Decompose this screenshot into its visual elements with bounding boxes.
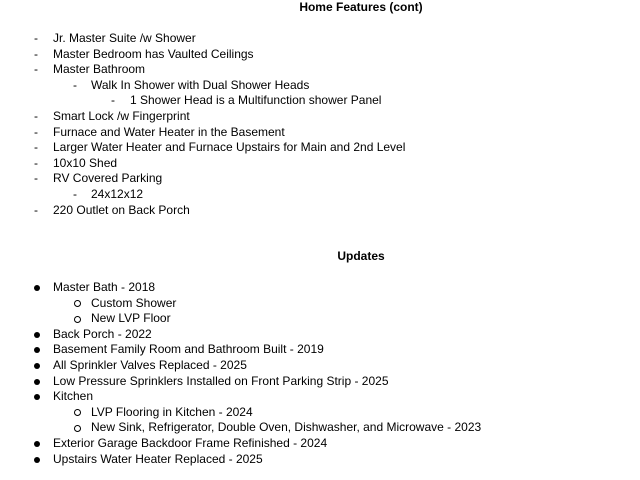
list-item — [0, 125, 640, 141]
list-item-text: New Sink, Refrigerator, Double Oven, Dishwasher, and Microwave - 2023 — [91, 420, 482, 435]
list-item — [0, 171, 640, 187]
list-item — [0, 311, 640, 327]
dash-bullet-icon: - — [34, 124, 38, 139]
disc-bullet-icon — [34, 332, 40, 338]
list-item-text: Back Porch - 2022 — [53, 326, 152, 341]
list-item — [0, 436, 640, 452]
list-item-text: Jr. Master Suite /w Shower — [53, 31, 196, 45]
updates-list — [0, 280, 640, 467]
dash-bullet-icon: - — [34, 155, 38, 170]
dash-bullet-icon: - — [34, 140, 38, 155]
home-features-list — [0, 31, 640, 218]
list-item — [0, 358, 640, 374]
disc-bullet-icon — [34, 394, 40, 400]
list-item — [0, 31, 640, 47]
list-item-text: LVP Flooring in Kitchen - 2024 — [91, 404, 253, 419]
list-item — [0, 109, 640, 125]
list-item-text: Walk In Shower with Dual Shower Heads — [91, 77, 310, 92]
dash-bullet-icon: - — [34, 31, 38, 45]
list-item-text: Basement Family Room and Bathroom Built - 2019 — [53, 342, 324, 357]
list-item-text: Low Pressure Sprinklers Installed on Front Parking Strip - 2025 — [53, 373, 389, 388]
disc-bullet-icon — [34, 457, 40, 463]
list-item — [0, 420, 640, 436]
list-item — [0, 342, 640, 358]
dash-bullet-icon: - — [34, 108, 38, 123]
dash-bullet-icon: - — [111, 93, 115, 108]
list-item-text: Smart Lock /w Fingerprint — [53, 108, 190, 123]
list-item-text: 1 Shower Head is a Multifunction shower Panel — [130, 93, 382, 108]
list-item — [0, 187, 640, 203]
list-item — [0, 296, 640, 312]
disc-bullet-icon — [34, 379, 40, 385]
list-item-text: Larger Water Heater and Furnace Upstairs for Main and 2nd Level — [53, 140, 406, 155]
dash-bullet-icon: - — [34, 171, 38, 186]
updates-heading: Updates — [337, 249, 385, 263]
dash-bullet-icon: - — [73, 77, 77, 92]
list-item-text: Master Bath - 2018 — [53, 280, 156, 294]
circle-bullet-icon — [74, 425, 81, 432]
list-item — [0, 47, 640, 63]
list-item-text: All Sprinkler Valves Replaced - 2025 — [53, 357, 247, 372]
dash-bullet-icon: - — [34, 46, 38, 61]
list-item-text: Exterior Garage Backdoor Frame Refinished - 2024 — [53, 435, 328, 450]
list-item — [0, 374, 640, 390]
list-item-text: RV Covered Parking — [53, 171, 163, 186]
list-item-text: Kitchen — [53, 389, 94, 404]
list-item-text: Furnace and Water Heater in the Basement — [53, 124, 285, 139]
disc-bullet-icon — [34, 347, 40, 353]
home-features-heading: Home Features (cont) — [299, 0, 423, 14]
list-item — [0, 280, 640, 296]
dash-bullet-icon: - — [73, 186, 77, 201]
list-item-text: Upstairs Water Heater Replaced - 2025 — [53, 451, 263, 466]
disc-bullet-icon — [34, 441, 40, 447]
list-item — [0, 140, 640, 156]
list-item — [0, 405, 640, 421]
dash-bullet-icon: - — [34, 202, 38, 217]
dash-bullet-icon: - — [34, 62, 38, 77]
list-item-text: 10x10 Shed — [53, 155, 118, 170]
disc-bullet-icon — [34, 363, 40, 369]
circle-bullet-icon — [74, 300, 81, 307]
list-item — [0, 156, 640, 172]
list-item — [0, 327, 640, 343]
circle-bullet-icon — [74, 316, 81, 323]
list-item-text: Master Bathroom — [53, 62, 146, 77]
list-item-text: Master Bedroom has Vaulted Ceilings — [53, 46, 254, 61]
list-item-text: 24x12x12 — [91, 186, 144, 201]
list-item — [0, 203, 640, 219]
list-item-text: Custom Shower — [91, 295, 177, 310]
list-item — [0, 78, 640, 94]
circle-bullet-icon — [74, 409, 81, 416]
list-item — [0, 93, 640, 109]
list-item — [0, 452, 640, 468]
list-item-text: 220 Outlet on Back Porch — [53, 202, 190, 217]
disc-bullet-icon — [34, 285, 40, 291]
list-item — [0, 389, 640, 405]
list-item — [0, 62, 640, 78]
list-item-text: New LVP Floor — [91, 311, 171, 326]
